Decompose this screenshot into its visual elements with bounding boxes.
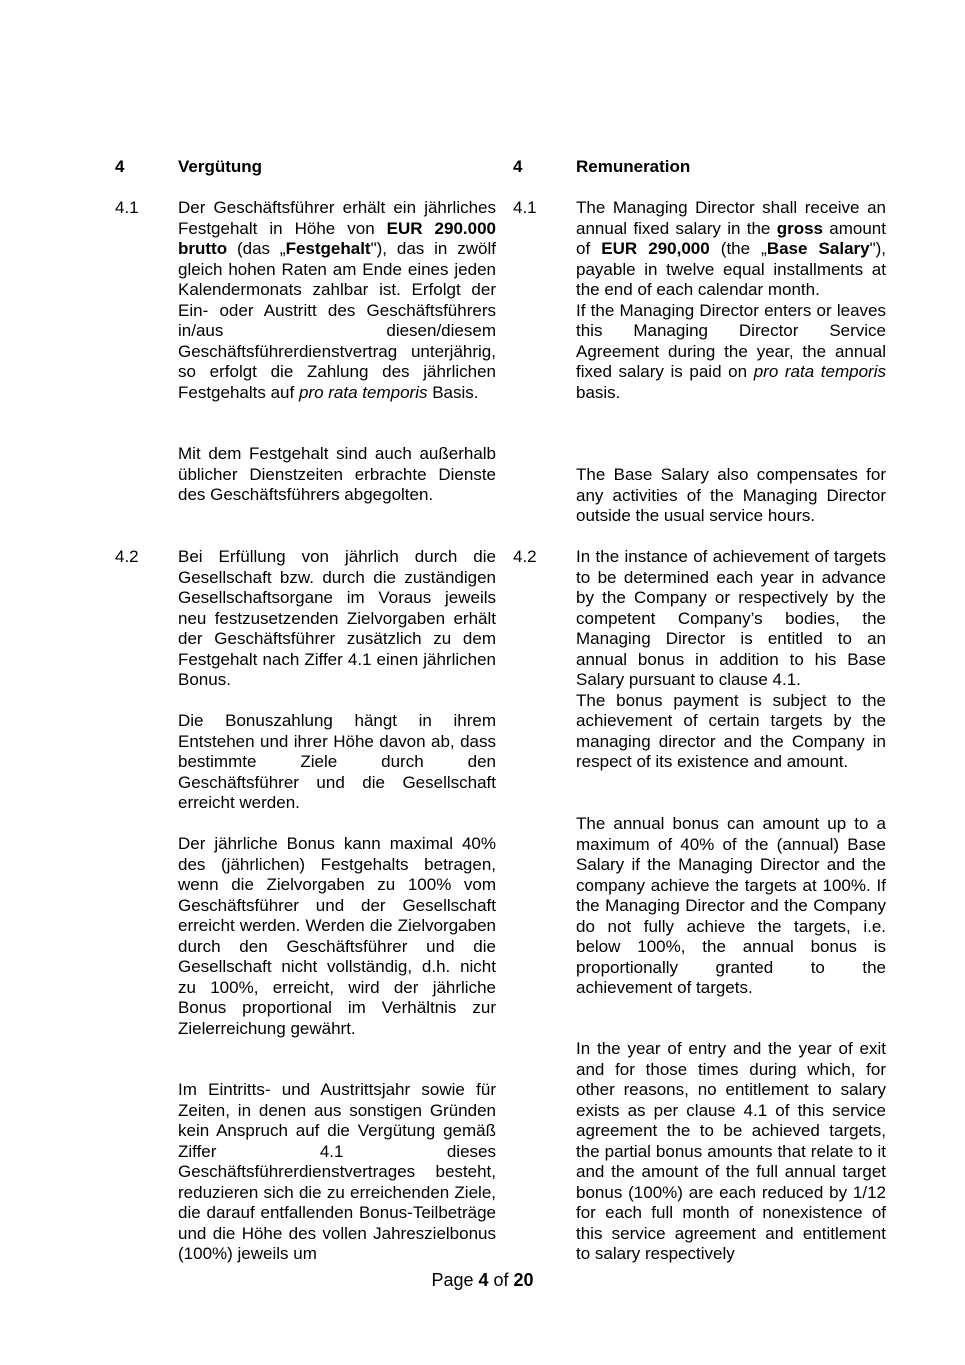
en-clause-4-2-p3-block (576, 814, 886, 999)
en-clause-4-2-paragraph-1: In the instance of achievement of targets to be determined each year in advance by the Company or respectively by the competent Company’s bodies, the Managing Director is entitled to an annual bonus in addition to his Base Salary pursuant to clause 4.1. (576, 547, 886, 689)
de-clause-4-1 (178, 198, 496, 403)
de-clause-4-2-paragraph-2: Die Bonuszahlung hängt in ihrem Entstehen und ihrer Höhe davon ab, dass bestimmte Ziele durch den Geschäftsführer und die Gesellschaft erreicht werden. (178, 711, 496, 812)
en-section-number: 4 (513, 157, 523, 176)
en-clause-4-1-paragraph-1: The Managing Director shall receive an annual fixed salary in the gross amount of EUR 290,000 (the „Base Salary"), payable in twelve equal installments at the end of each calendar month. (576, 198, 887, 299)
en-clause-4-2-paragraph-2: The bonus payment is subject to the achievement of certain targets by the managing director and the Company in respect of its existence and amount. (576, 690, 886, 771)
en-clause-4-2-p4-block (576, 1039, 886, 1265)
en-clause-4-2-paragraph-4: In the year of entry and the year of exit and for those times during which, for other reasons, no entitlement to salary exists as per clause 4.1 of this service agreement the to be achieved targets, the partial bonus amounts that relate to it and the amount of the full annual target bonus (100%) are each reduced by 1/12 for each full month of nonexistence of this service agreement and entitlement to salary respectively (576, 1039, 886, 1263)
en-clause-4-1-paragraph-2: The Base Salary also compensates for any activities of the Managing Director outside the usual service hours. (576, 465, 886, 525)
de-clause-4-2-p4-block (178, 1080, 496, 1265)
de-clause-4-2-p2-block (178, 711, 496, 814)
en-clause-4-1 (576, 198, 886, 403)
de-section-number: 4 (115, 157, 125, 176)
de-clause-4-1-paragraph-2: Mit dem Festgehalt sind auch außerhalb üblicher Dienstzeiten erbrachte Dienste des Geschäftsführers abgegolten. (178, 444, 496, 504)
en-clause-4-2-paragraph-3: The annual bonus can amount up to a maximum of 40% of the (annual) Base Salary if the Managing Director and the company achieve the targets at 100%. If the Managing Director and the Company do not fully achieve the targets, i.e. below 100%, the annual bonus is proportionally granted to the achievement of targets. (576, 814, 886, 997)
de-clause-4-2-p3-block (178, 834, 496, 1039)
de-clause-4-2-p1-block (178, 547, 496, 691)
de-clause-4-2-number: 4.2 (115, 547, 139, 566)
de-clause-4-1-number: 4.1 (115, 198, 139, 217)
de-clause-4-2-paragraph-1: Bei Erfüllung von jährlich durch die Gesellschaft bzw. durch die zuständigen Gesellschaftsorgane im Voraus jeweils neu festzusetzenden Zielvorgaben erhält der Geschäftsführer zusätzlich zu dem Festgehalt nach Ziffer 4.1 einen jährlichen Bonus. (178, 547, 496, 689)
page-prefix: Page (431, 1270, 479, 1290)
en-clause-4-1-paragraph-1b: If the Managing Director enters or leaves this Managing Director Service Agreement during the year, the annual fixed salary is paid on pro rata temporis basis. (576, 300, 886, 402)
en-clause-4-1-number: 4.1 (513, 198, 537, 217)
en-section-title: Remuneration (576, 157, 691, 176)
de-clause-4-2-paragraph-3: Der jährliche Bonus kann maximal 40% des (jährlichen) Festgehalts betragen, wenn die Zielvorgaben zu 100% vom Geschäftsführer und der Gesellschaft erreicht werden. Werden die Zielvorgaben durch den Geschäftsführer und die Gesellschaft nicht vollständig, d.h. nicht zu 100%, erreicht, wird der jährliche Bonus proportional im Verhältnis zur Zielerreichung gewährt. (178, 834, 496, 1038)
de-clause-4-1-paragraph-1: Der Geschäftsführer erhält ein jährliches Festgehalt in Höhe von EUR 290.000 brutto (das „Festgehalt"), das in zwölf gleich hohen Raten am Ende eines jeden Kalendermonats zahlbar ist. Erfolgt der Ein- oder Austritt des Geschäftsführers in/aus diesen/diesem Geschäftsführerdienstvertrag unterjährig, so erfolgt die Zahlung des jährlichen Festgehalts auf pro rata temporis Basis. (178, 198, 496, 402)
page-of: of (488, 1270, 514, 1290)
en-clause-4-2-number: 4.2 (513, 547, 537, 566)
en-clause-4-2-p1-block (576, 547, 886, 773)
de-clause-4-2-paragraph-4: Im Eintritts- und Austrittsjahr sowie für Zeiten, in denen aus sonstigen Gründen kein Anspruch auf die Vergütung gemäß Ziffer 4.1 dieses Geschäftsführerdienstvertrages besteht, reduzieren sich die zu erreichenden Ziele, die darauf entfallenden Bonus-Teilbeträge und die Höhe des vollen Jahreszielbonus (100%) jeweils um (178, 1080, 496, 1263)
page-current: 4 (478, 1270, 489, 1290)
de-clause-4-1-p2-block (178, 444, 496, 506)
page-total: 20 (513, 1270, 534, 1290)
en-clause-4-1-p2-block (576, 465, 886, 527)
de-section-title: Vergütung (178, 157, 263, 176)
page-footer (0, 1270, 965, 1291)
